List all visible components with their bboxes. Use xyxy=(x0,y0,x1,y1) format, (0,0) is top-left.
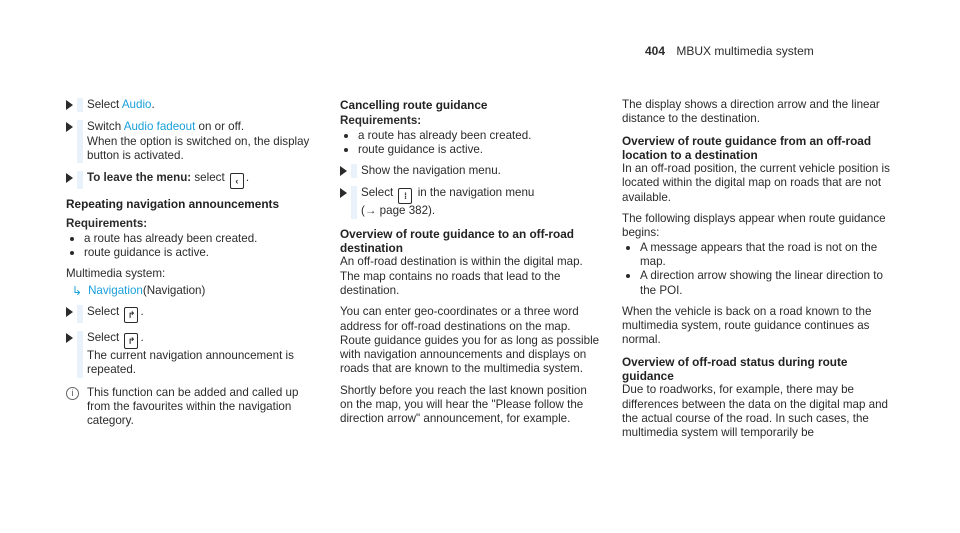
list-item-text: A direction arrow showing the linear direction to the POI. xyxy=(640,269,883,297)
step-body xyxy=(77,120,321,163)
bullet-icon xyxy=(344,148,348,152)
paragraph: An off-road destination is within the digital map. The map contains no roads that lead to the destination. xyxy=(340,255,583,297)
column-2 xyxy=(340,98,602,427)
list-item-text: route guidance is active. xyxy=(358,142,484,156)
list-item xyxy=(622,241,892,270)
step-text-end: . xyxy=(151,98,155,111)
paragraph: In an off-road position, the current vehicle position is located within the digital map on roads that are not available. xyxy=(622,162,890,204)
page-number: 404 xyxy=(645,44,666,58)
step-body: Select ↱ . The current navigation announcement is repeated. xyxy=(77,331,321,378)
step-text: select xyxy=(191,171,225,185)
list-item xyxy=(340,143,602,157)
menu-path xyxy=(66,284,321,298)
step-switch-fadeout xyxy=(66,120,321,163)
bullet-icon xyxy=(344,134,348,138)
step-arrow-icon xyxy=(66,333,73,343)
step-text-end: in the navigation menu xyxy=(414,186,535,200)
paragraph: Due to roadworks, for example, there may be differences between the data on the digital map and the actual course of the road. In such cases, the multimedia system will temporarily be xyxy=(622,383,888,440)
section-heading: Repeating navigation announcements xyxy=(66,197,280,212)
step-body: To leave the menu: select ‹ . xyxy=(77,171,321,189)
info-icon: i xyxy=(66,387,79,400)
step-text: Select xyxy=(87,98,122,111)
menu-label: Multimedia system: xyxy=(66,267,166,281)
page-header xyxy=(645,44,814,58)
page-reference: (→ page 382). xyxy=(361,204,436,218)
step-text: Switch xyxy=(87,120,124,134)
link-audio[interactable]: Audio xyxy=(121,98,152,111)
repeat-announcement-icon: ↱ xyxy=(124,333,138,349)
step-select-repeat-2 xyxy=(66,331,321,378)
paragraph: Shortly before you reach the last known position on the map, you will hear the "Please follow the direction arrow" announcement, for example. xyxy=(340,383,587,426)
step-text: Show the navigation menu. xyxy=(361,164,501,178)
step-arrow-icon xyxy=(340,188,347,198)
step-text: Select xyxy=(361,186,394,200)
voice-announcement-icon: ↱ xyxy=(124,307,138,323)
list-item-text: A message appears that the road is not on the map. xyxy=(640,240,878,268)
step-select-repeat xyxy=(66,305,321,323)
step-text-end: on or off. xyxy=(195,120,245,134)
list-item-text: route guidance is active. xyxy=(84,246,210,260)
cancel-route-icon: ⁞ xyxy=(398,188,412,204)
list-item-text: a route has already been created. xyxy=(84,231,258,245)
step-show-nav-menu xyxy=(340,164,602,178)
bullet-icon xyxy=(626,274,630,278)
bullet-icon xyxy=(626,246,630,250)
bullet-icon xyxy=(70,251,74,255)
step-arrow-icon xyxy=(66,122,73,132)
step-body xyxy=(351,186,602,218)
step-arrow-icon xyxy=(66,173,73,183)
step-arrow-icon xyxy=(66,307,73,317)
section-heading-offroad: Overview of route guidance to an off-road destination xyxy=(340,226,574,256)
column-3 xyxy=(622,98,892,441)
menu-path-text: (Navigation) xyxy=(142,283,206,297)
step-body: Select ↱ . xyxy=(77,305,321,323)
info-note xyxy=(66,386,321,429)
step-text: Select xyxy=(87,304,120,318)
section-heading: Overview of route guidance from an off-road location to a destination xyxy=(622,133,872,162)
requirements-label: Requirements: xyxy=(66,217,148,231)
link-navigation[interactable]: Navigation xyxy=(88,283,143,297)
step-select-cancel xyxy=(340,186,602,218)
list-item xyxy=(622,269,892,298)
paragraph: The following displays appear when route guidance begins: xyxy=(622,212,886,240)
paragraph: You can enter geo-coordinates or a three word address for off-road destinations on the map. Route guidance guides you for as long as possible with navigation announcements and displays on roads that are known to the multimedia system. xyxy=(340,305,600,376)
step-description: The current navigation announcement is repeated. xyxy=(87,348,294,377)
section-heading: Overview of off-road status during route guidance xyxy=(622,354,848,384)
link-audio-fadeout[interactable]: Audio fadeout xyxy=(123,120,196,134)
bullet-icon xyxy=(70,237,74,241)
step-body xyxy=(351,164,602,178)
section-heading: Cancelling route guidance xyxy=(340,98,488,112)
header-title: MBUX multimedia system xyxy=(676,44,814,58)
paragraph: When the vehicle is back on a road known to the multimedia system, route guidance continues as normal. xyxy=(622,304,872,347)
list-item xyxy=(340,129,602,143)
step-bold: To leave the menu: xyxy=(87,171,192,185)
requirements-label: Requirements: xyxy=(340,114,422,128)
list-item xyxy=(66,246,321,260)
submenu-arrow-icon: ↳ xyxy=(72,283,83,298)
step-arrow-icon xyxy=(66,100,73,110)
step-body xyxy=(77,98,321,112)
column-1 xyxy=(66,98,321,428)
info-text: This function can be added and called up from the favourites within the navigation category. xyxy=(87,385,299,428)
back-icon: ‹ xyxy=(230,173,244,189)
step-arrow-icon xyxy=(340,166,347,176)
paragraph: The display shows a direction arrow and the linear distance to the destination. xyxy=(622,98,880,126)
step-description: When the option is switched on, the display button is activated. xyxy=(87,134,310,162)
step-select-audio xyxy=(66,98,321,112)
step-text: Select xyxy=(87,330,120,344)
list-item-text: a route has already been created. xyxy=(358,128,532,142)
list-item xyxy=(66,232,321,246)
step-leave-menu xyxy=(66,171,321,189)
